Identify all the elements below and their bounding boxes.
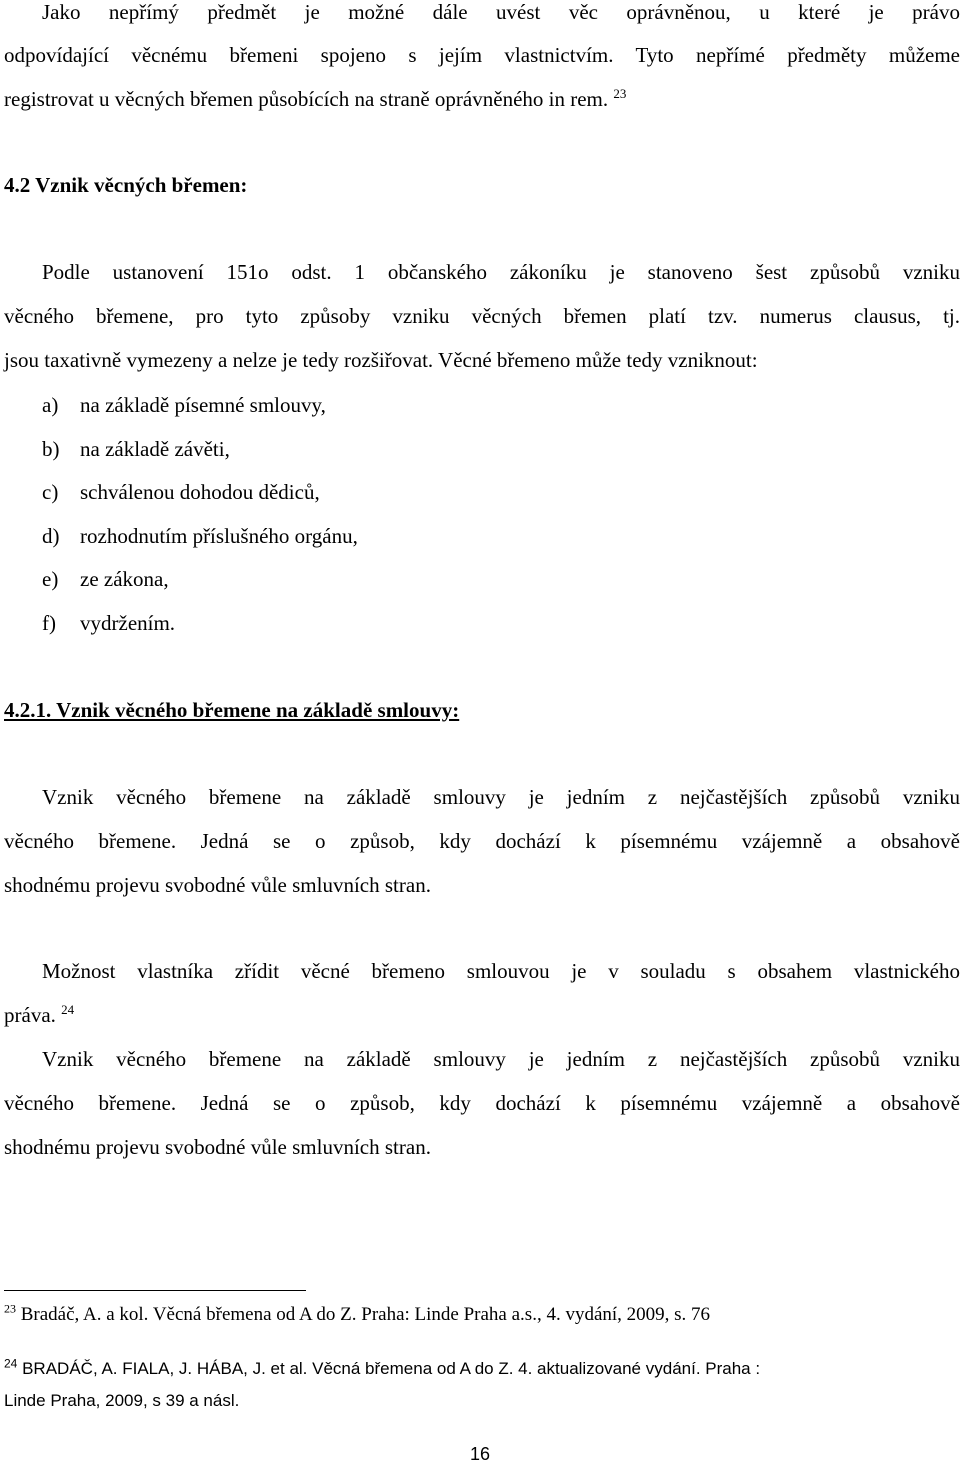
section-4-2-1-p1-line-3: shodnému projevu svobodné vůle smluvních stran.	[4, 873, 431, 897]
section-4-2-line-2: věcného břemene, pro tyto způsoby vzniku věcných břemen platí tzv. numerus clausus, tj.	[4, 304, 960, 328]
footnote-24-line-1: $^{24}$ BRADÁČ, A. FIALA, J. HÁBA, J. et al. Věcná břemena od A do Z. 4. aktualizované vydání. Praha :	[4, 1356, 761, 1378]
section-4-2-1-p2-line-2: práva. $^{24}$	[4, 1002, 75, 1027]
section-4-2-1-p3-line-2: věcného břemene. Jedná se o způsob, kdy dochází k písemnému vzájemně a obsahově	[4, 1091, 960, 1115]
section-4-2-1-p1-line-1: Vznik věcného břemene na základě smlouvy je jedním z nejčastějších způsobů vzniku	[42, 785, 960, 809]
footnote-ref-23[interactable]: 23	[613, 86, 627, 101]
footnote-separator	[4, 1290, 306, 1291]
footnote-24-line-2: Linde Praha, 2009, s 39 a násl.	[4, 1391, 240, 1410]
list-item: d) rozhodnutím příslušného orgánu,	[42, 524, 358, 548]
intro-line-3: registrovat u věcných břemen působících na straně oprávněného in rem. $^{23}$	[4, 86, 627, 111]
section-heading-4-2-1: 4.2.1. Vznik věcného břemene na základě smlouvy:	[4, 698, 460, 722]
intro-line-1: Jako nepřímý předmět je možné dále uvést věc oprávněnou, u které je právo	[42, 0, 960, 24]
list-item: a) na základě písemné smlouvy,	[42, 393, 326, 417]
section-4-2-1-p1-line-2: věcného břemene. Jedná se o způsob, kdy dochází k písemnému vzájemně a obsahově	[4, 829, 960, 853]
page-number: 16	[469, 1444, 491, 1464]
list-item: b) na základě závěti,	[42, 437, 230, 461]
section-4-2-1-p3-line-1: Vznik věcného břemene na základě smlouvy je jedním z nejčastějších způsobů vzniku	[42, 1047, 960, 1071]
intro-line-2: odpovídající věcnému břemeni spojeno s jejím vlastnictvím. Tyto nepřímé předměty můžeme	[4, 43, 960, 67]
list-item: f) vydržením.	[42, 611, 176, 635]
section-heading-4-2: 4.2 Vznik věcných břemen:	[4, 173, 248, 197]
list-item: e) ze zákona,	[42, 567, 169, 591]
list-item: c) schválenou dohodou dědiců,	[42, 480, 320, 504]
footnote-23: $^{23}$ Bradáč, A. a kol. Věcná břemena od A do Z. Praha: Linde Praha a.s., 4. vydání, 2009, s. 76	[4, 1301, 711, 1325]
footnote-ref-24[interactable]: 24	[61, 1002, 75, 1017]
section-4-2-1-p3-line-3: shodnému projevu svobodné vůle smluvních stran.	[4, 1135, 431, 1159]
section-4-2-line-1: Podle ustanovení 151o odst. 1 občanského zákoníku je stanoveno šest způsobů vzniku	[42, 260, 960, 284]
section-4-2-1-p2-line-1: Možnost vlastníka zřídit věcné břemeno smlouvou je v souladu s obsahem vlastnického	[42, 959, 960, 983]
section-4-2-line-3: jsou taxativně vymezeny a nelze je tedy rozšiřovat. Věcné břemeno může tedy vzniknout:	[4, 348, 758, 372]
